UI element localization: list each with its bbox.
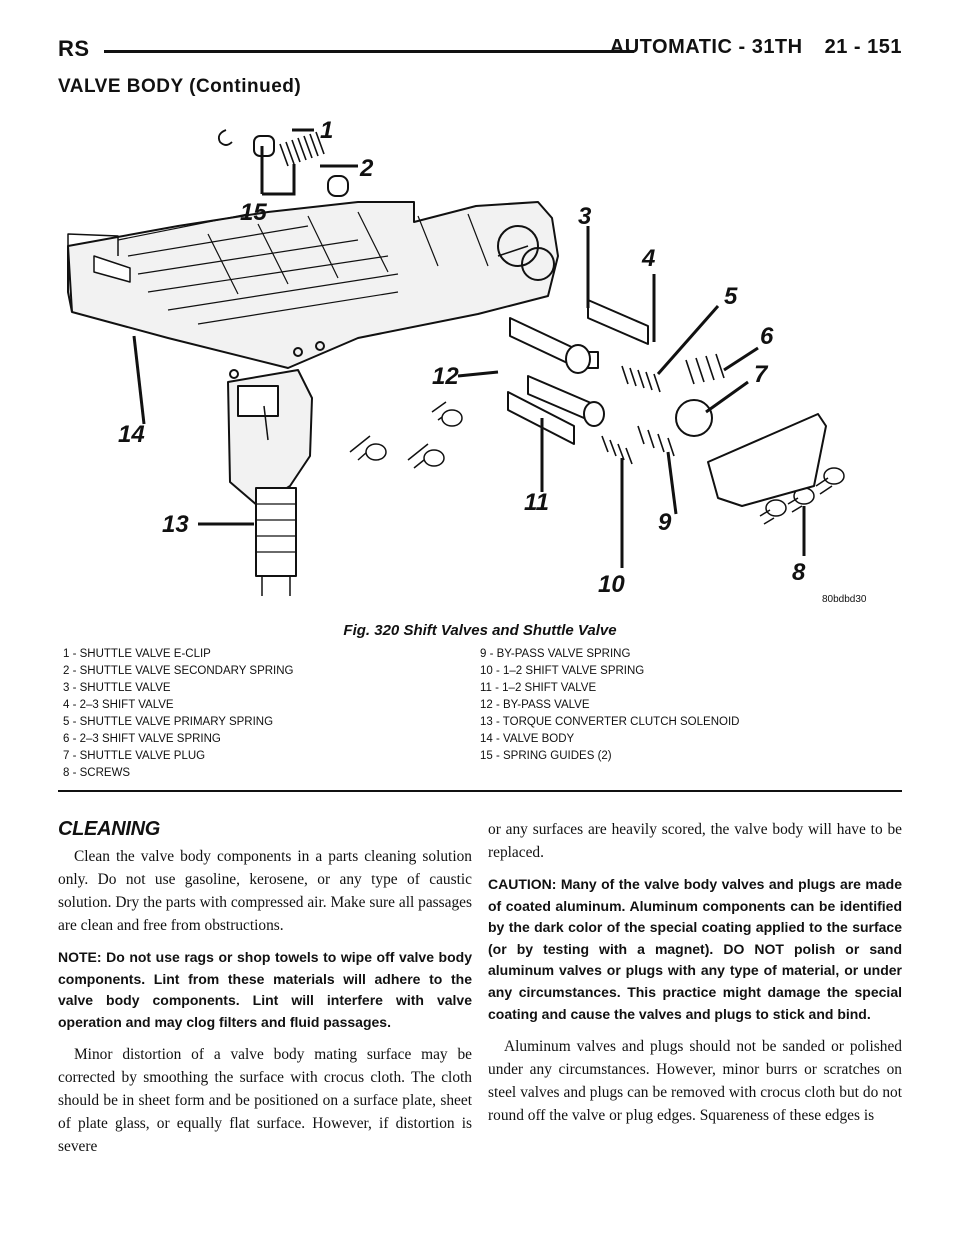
callout-14: 14 xyxy=(118,421,145,448)
paragraph: Clean the valve body components in a parts cleaning solution only. Do not use gasoline, kerosene, or any type of caustic solution. Dry the parts with compressed air. Make sure all passages are clean and free from obstructions. xyxy=(58,848,472,934)
callout-9: 9 xyxy=(658,509,672,536)
callout-1: 1 xyxy=(320,117,334,144)
legend-item: 2 - SHUTTLE VALVE SECONDARY SPRING xyxy=(63,665,294,677)
page-header xyxy=(58,36,902,76)
legend-item: 11 - 1–2 SHIFT VALVE xyxy=(480,682,597,694)
callout-3: 3 xyxy=(578,203,592,230)
section-heading: CLEANING xyxy=(58,818,161,840)
caution-paragraph: CAUTION: Many of the valve body valves and plugs are made of coated aluminum. Aluminum components can be identified by the dark color of the special coating applied to the surface (or by testing with a magnet). DO NOT polish or sand aluminum valves or plugs with any type of material, or under any circumstances. This practice might damage the special coating and cause the valves and plugs to stick and bind. xyxy=(488,876,902,1022)
legend-item: 8 - SCREWS xyxy=(63,767,131,779)
legend-column-left xyxy=(63,646,480,782)
legend-item: 12 - BY-PASS VALVE xyxy=(480,699,590,711)
legend-item: 9 - BY-PASS VALVE SPRING xyxy=(480,648,631,660)
legend-divider xyxy=(58,790,902,792)
figure-legend xyxy=(63,646,897,782)
legend-item: 6 - 2–3 SHIFT VALVE SPRING xyxy=(63,733,221,745)
legend-item: 4 - 2–3 SHIFT VALVE xyxy=(63,699,174,711)
note-paragraph: NOTE: Do not use rags or shop towels to wipe off valve body components. Lint from these materials will adhere to the valve body components. Lint will interfere with valve operation and may clog filters and fluid passages. xyxy=(58,949,472,1030)
figure-code: 80bdbd30 xyxy=(822,594,867,605)
manual-code: RS xyxy=(58,36,90,61)
callout-5: 5 xyxy=(724,283,738,310)
callout-6: 6 xyxy=(760,323,774,350)
section-and-page xyxy=(610,36,902,59)
legend-item: 1 - SHUTTLE VALVE E-CLIP xyxy=(63,648,211,660)
callout-numbers xyxy=(118,117,806,598)
paragraph: Minor distortion of a valve body mating surface may be corrected by smoothing the surface with crocus cloth. The cloth should be in sheet form and be positioned on a surface plate, sheet of plate glass, or equally flat surface. However, if distortion is severe xyxy=(58,1046,472,1156)
callout-4: 4 xyxy=(642,245,656,272)
legend-item: 10 - 1–2 SHIFT VALVE SPRING xyxy=(480,665,645,677)
legend-column-right xyxy=(480,646,897,782)
paragraph: or any surfaces are heavily scored, the valve body will have to be replaced. xyxy=(488,821,902,861)
callout-2: 2 xyxy=(360,155,374,182)
text-column-left xyxy=(58,818,472,1168)
header-rule xyxy=(104,50,634,53)
callout-12: 12 xyxy=(432,363,459,390)
legend-item: 13 - TORQUE CONVERTER CLUTCH SOLENOID xyxy=(480,716,740,728)
callout-11: 11 xyxy=(524,489,549,516)
page-subtitle: VALVE BODY (Continued) xyxy=(58,76,302,97)
legend-item: 15 - SPRING GUIDES (2) xyxy=(480,750,612,762)
page-number: 21 - 151 xyxy=(824,36,902,58)
paragraph: Aluminum valves and plugs should not be sanded or polished under any circumstances. However, minor burrs or scratches on steel valves and plugs can be removed with crocus cloth but do not round off the valve or plug edges. Squareness of these edges is xyxy=(488,1038,902,1125)
callout-10: 10 xyxy=(598,571,625,598)
callout-8: 8 xyxy=(792,559,806,586)
exploded-view-figure xyxy=(58,106,902,626)
legend-item: 7 - SHUTTLE VALVE PLUG xyxy=(63,750,206,762)
legend-item: 3 - SHUTTLE VALVE xyxy=(63,682,171,694)
legend-item: 14 - VALVE BODY xyxy=(480,733,575,745)
figure-caption: Fig. 320 Shift Valves and Shuttle Valve xyxy=(343,622,617,639)
callout-7: 7 xyxy=(754,361,768,388)
section-title: AUTOMATIC - 31TH xyxy=(609,36,803,58)
text-column-right xyxy=(488,818,902,1137)
legend-item: 5 - SHUTTLE VALVE PRIMARY SPRING xyxy=(63,716,274,728)
callout-15: 15 xyxy=(240,199,267,226)
callout-13: 13 xyxy=(162,511,189,538)
